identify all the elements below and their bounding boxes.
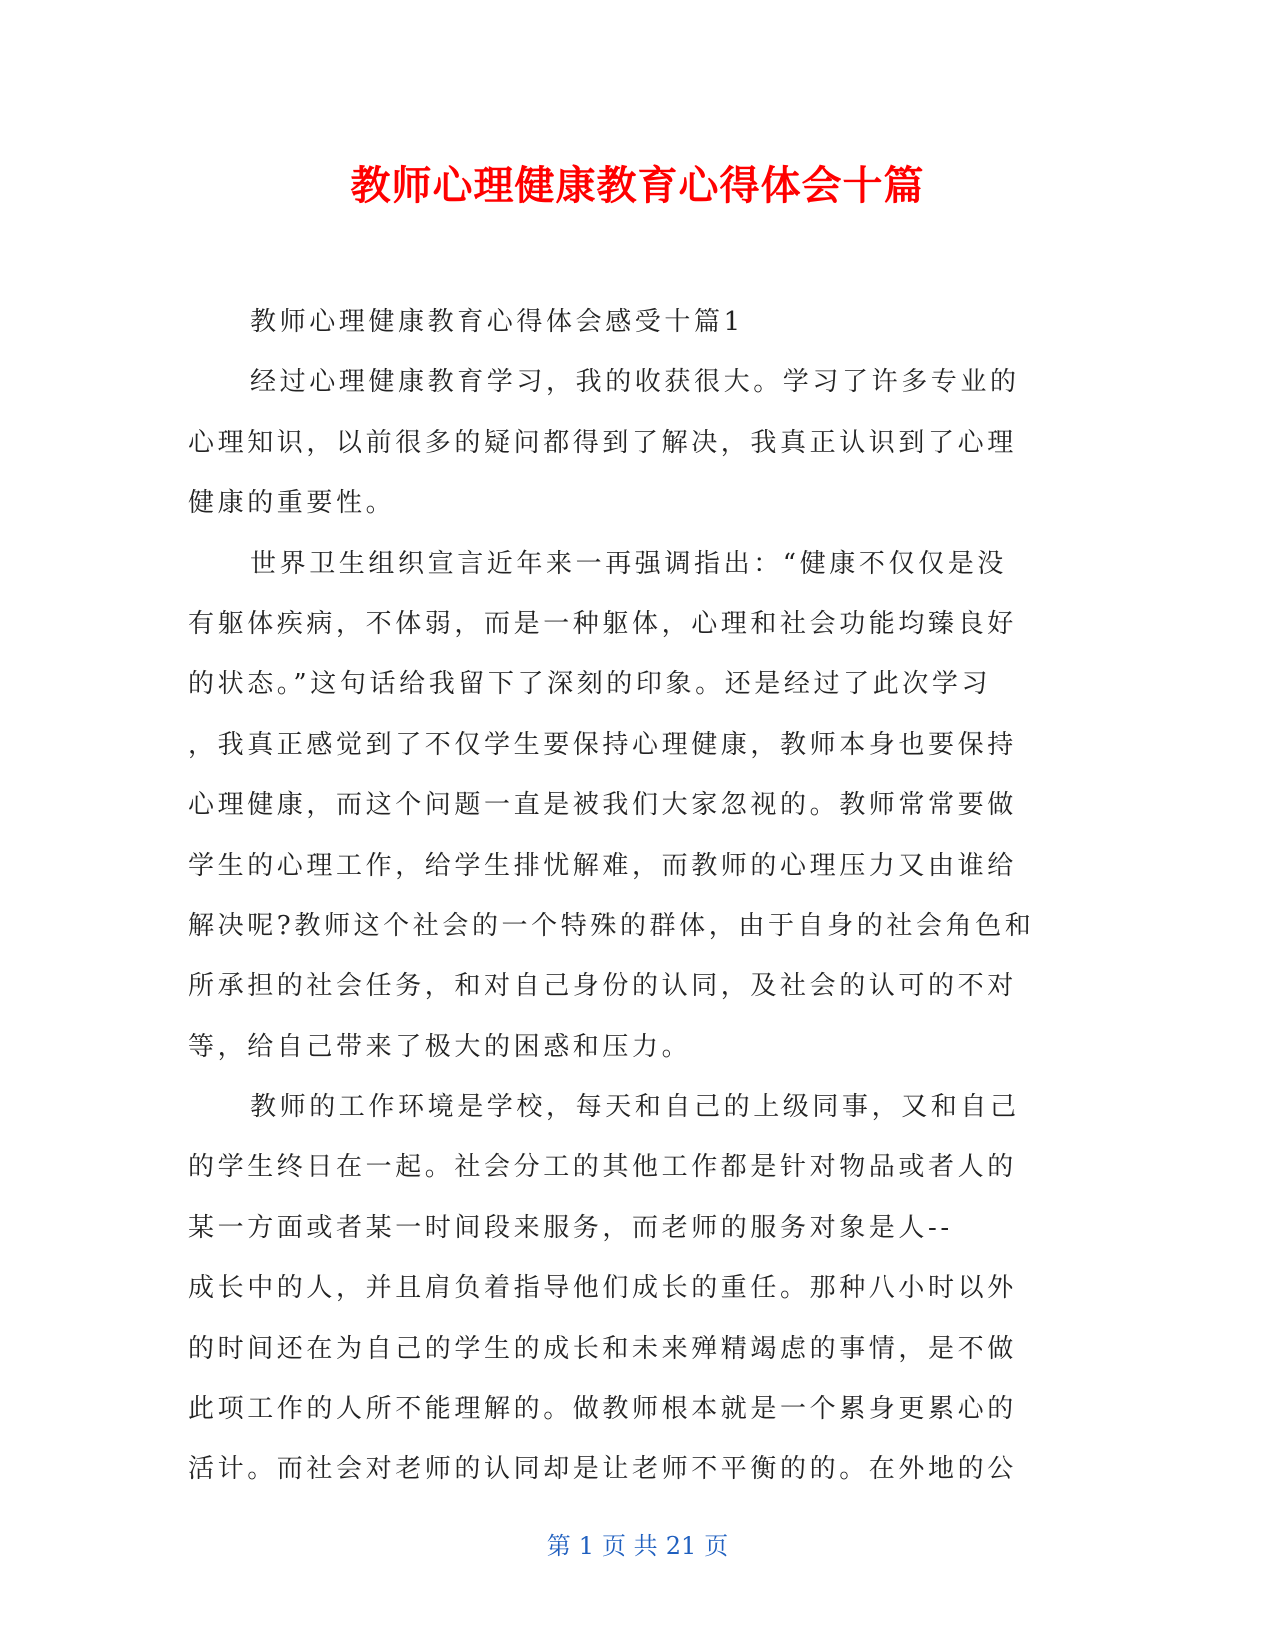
page-label-suffix: 页 [704,1532,729,1560]
paragraph-line: 世界卫生组织宣言近年来一再强调指出：“健康不仅仅是没 [250,548,1007,579]
paragraph-line: 某一方面或者某一时间段来服务，而老师的服务对象是人-- [188,1212,953,1243]
paragraph-line: 健康的重要性。 [188,488,396,519]
paragraph-line: 教师的工作环境是学校，每天和自己的上级同事，又和自己 [250,1092,1020,1123]
paragraph-line: 心理健康，而这个问题一直是被我们大家忽视的。教师常常要做 [188,790,1017,821]
paragraph-line: 所承担的社会任务，和对自己身份的认同，及社会的认可的不对 [188,971,1017,1002]
paragraph-line: 有躯体疾病，不体弱，而是一种躯体，心理和社会功能均臻良好 [188,608,1017,639]
document-title: 教师心理健康教育心得体会十篇 [350,163,925,209]
page-footer [0,1530,1275,1562]
page-number: 1 [578,1532,595,1560]
paragraph-line: 成长中的人，并且肩负着指导他们成长的重任。那种八小时以外 [188,1273,1017,1304]
paragraph-line: 此项工作的人所不能理解的。做教师根本就是一个累身更累心的 [188,1394,1017,1425]
paragraph-line: 解决呢?教师这个社会的一个特殊的群体，由于自身的社会角色和 [188,910,1035,941]
paragraph-line: ，我真正感觉到了不仅学生要保持心理健康，教师本身也要保持 [188,729,1017,760]
paragraph-line: 等，给自己带来了极大的困惑和压力。 [188,1031,692,1062]
paragraph-line: 的时间还在为自己的学生的成长和未来殚精竭虑的事情，是不做 [188,1333,1017,1364]
section-heading: 教师心理健康教育心得体会感受十篇1 [250,307,744,337]
total-pages: 21 [665,1532,697,1560]
paragraph-line: 的状态。”这句话给我留下了深刻的印象。还是经过了此次学习 [188,669,992,700]
paragraph-line: 活计。而社会对老师的认同却是让老师不平衡的的。在外地的公 [188,1454,1017,1485]
page-label-prefix: 第 [546,1532,571,1560]
page-label-mid: 页 共 [602,1532,658,1560]
document-body [188,292,1068,1500]
paragraph-line: 心理知识，以前很多的疑问都得到了解决，我真正认识到了心理 [188,427,1017,458]
paragraph-line: 经过心理健康教育学习，我的收获很大。学习了许多专业的 [250,367,1020,398]
paragraph-line: 学生的心理工作，给学生排忧解难，而教师的心理压力又由谁给 [188,850,1017,881]
paragraph-line: 的学生终日在一起。社会分工的其他工作都是针对物品或者人的 [188,1152,1017,1183]
